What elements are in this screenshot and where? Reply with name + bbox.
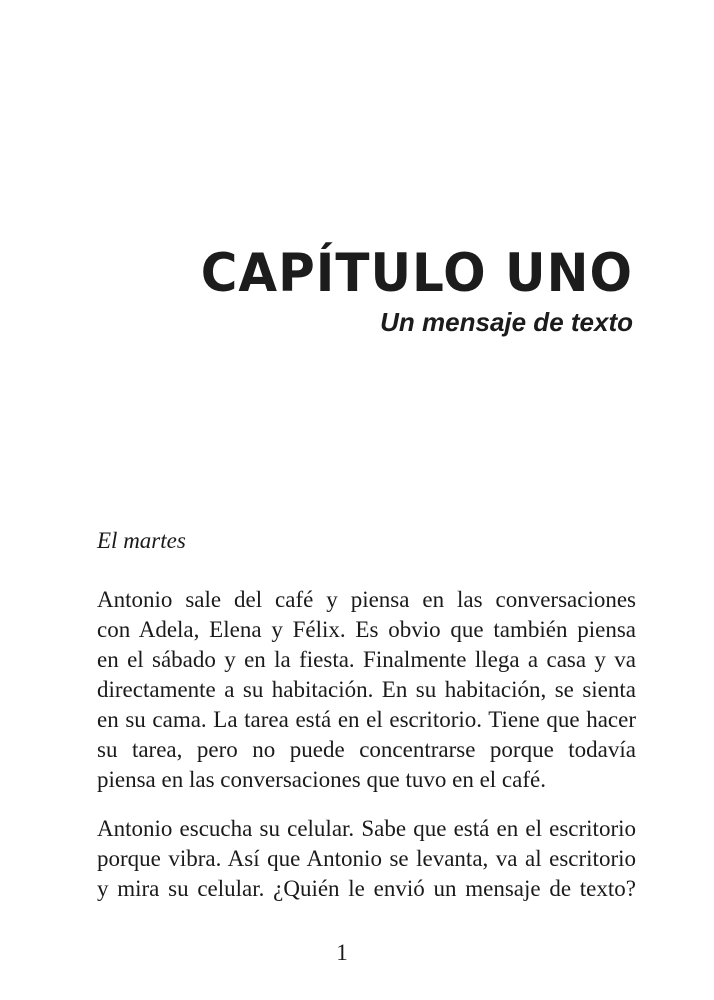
text-line: en su cama. La tarea está en el escritorio. Tiene que hacer [97, 707, 636, 732]
text-line: su tarea, pero no puede concentrarse porque todavía [97, 737, 636, 762]
text-line: piensa en las conversaciones que tuvo en el café. [97, 767, 546, 792]
chapter-subtitle: Un mensaje de texto [380, 307, 633, 337]
paragraph-1 [97, 585, 636, 795]
chapter-title: CAPÍTULO UNO [200, 242, 633, 304]
page-number: 1 [336, 940, 348, 965]
text-line: con Adela, Elena y Félix. Es obvio que también piensa [97, 617, 636, 642]
text-line: directamente a su habitación. En su habitación, se sienta [97, 677, 636, 702]
text-line: y mira su celular. ¿Quién le envió un mensaje de texto? [97, 876, 636, 901]
text-line: en el sábado y en la fiesta. Finalmente llega a casa y va [97, 647, 636, 672]
text-line: Antonio sale del café y piensa en las conversaciones [97, 587, 636, 612]
section-heading: El martes [97, 528, 186, 553]
text-line: Antonio escucha su celular. Sabe que está en el escritorio [97, 816, 636, 841]
text-line: porque vibra. Así que Antonio se levanta, va al escritorio [97, 846, 636, 871]
paragraph-2 [97, 814, 636, 904]
